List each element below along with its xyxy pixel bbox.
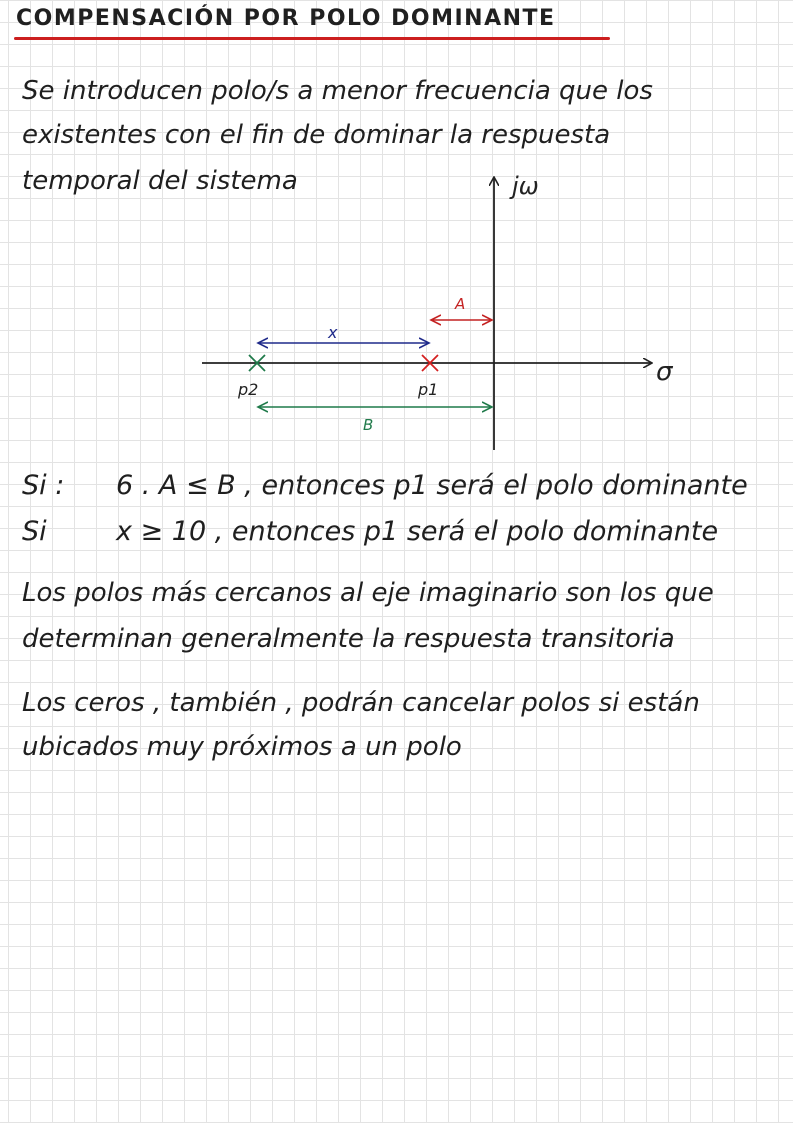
paragraph-1-line-2: determinan generalmente la respuesta transitoria (22, 624, 675, 654)
real-axis-label: σ (656, 357, 673, 387)
distance-b-label: B (363, 416, 374, 434)
condition-1-text: 6 . A ≤ B , entonces p1 será el polo dominante (116, 470, 748, 501)
intro-line-1: Se introducen polo/s a menor frecuencia que los (22, 76, 653, 106)
paragraph-2-line-1: Los ceros , también , podrán cancelar polos si están (22, 688, 700, 718)
condition-1-label: Si : (22, 470, 65, 501)
intro-line-3: temporal del sistema (22, 166, 298, 196)
condition-2-label: Si (22, 516, 47, 547)
condition-2-text: x ≥ 10 , entonces p1 será el polo dominante (116, 516, 719, 547)
pole-1-label: p1 (418, 380, 439, 399)
distance-x-label: x (328, 323, 338, 342)
paragraph-2-line-2: ubicados muy próximos a un polo (22, 732, 462, 762)
intro-line-2: existentes con el fin de dominar la respuesta (22, 120, 611, 150)
paragraph-1-line-1: Los polos más cercanos al eje imaginario son los que (22, 578, 714, 608)
distance-a-label: A (455, 295, 466, 313)
pole-2-label: p2 (238, 380, 259, 399)
imaginary-axis-label: jω (512, 172, 539, 200)
page-title: COMPENSACIÓN POR POLO DOMINANTE (16, 6, 556, 31)
